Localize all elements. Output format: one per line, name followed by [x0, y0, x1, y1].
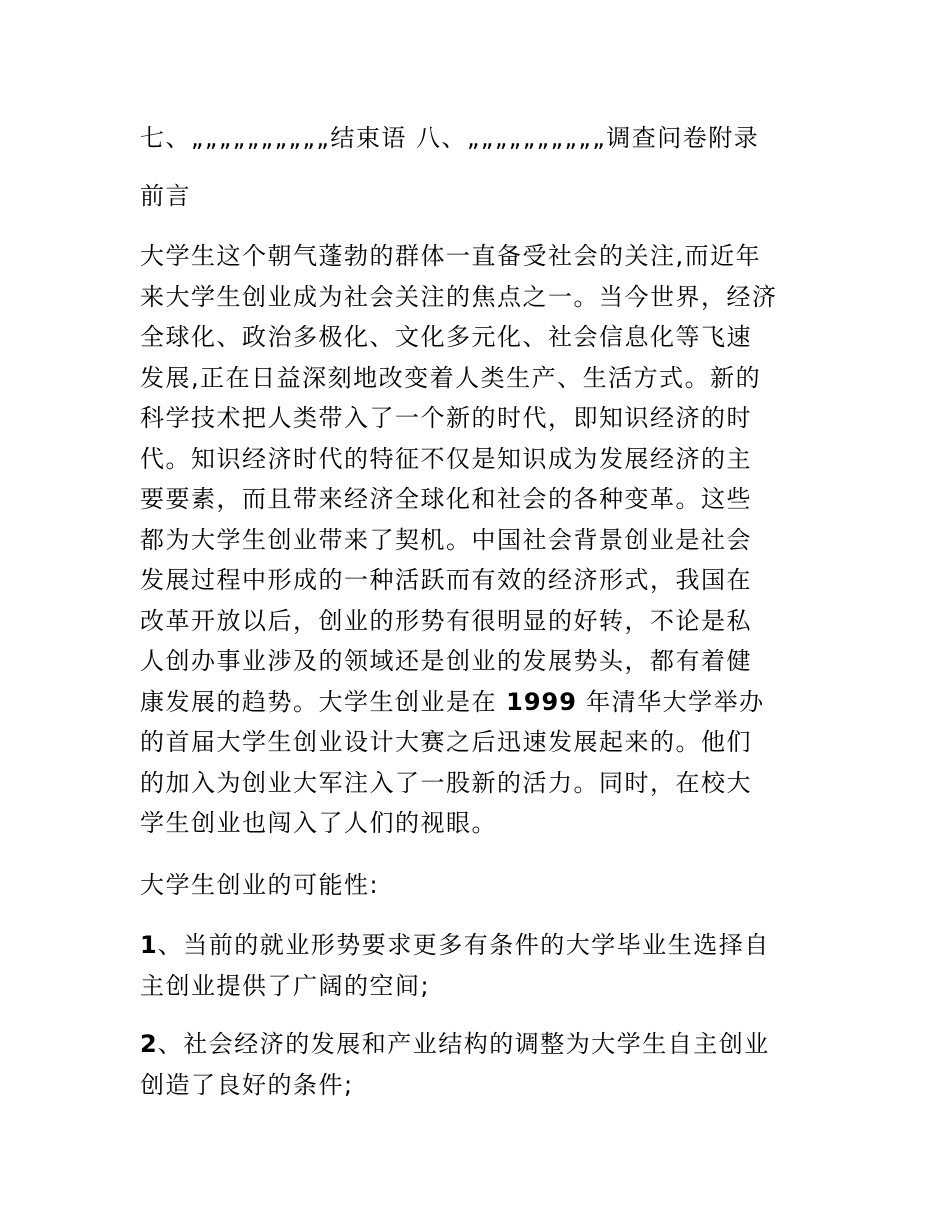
intro-line: 全球化、政治多极化、文化多元化、社会信息化等飞速 — [140, 323, 752, 351]
intro-line: 都为大学生创业带来了契机。中国社会背景创业是社会 — [140, 525, 752, 554]
preface-title: 前言 — [140, 182, 191, 210]
intro-line-with-year — [140, 682, 812, 723]
intro-line: 科学技术把人类带入了一个新的时代，即知识经济的时 — [140, 404, 752, 432]
intro-line: 的首届大学生创业设计大赛之后迅速发展起来的。他们 — [140, 728, 752, 756]
intro-line: 大学生这个朝气蓬勃的群体一直备受社会的关注,而近年 — [140, 242, 762, 270]
toc-text: 七、„„„„„„„„„„结束语 八、„„„„„„„„„„调查问卷附录 — [140, 124, 760, 152]
intro-line: 发展过程中形成的一种活跃而有效的经济形式，我国在 — [140, 566, 752, 594]
toc-line — [140, 118, 812, 159]
list-item — [140, 1024, 812, 1105]
list-item-text: 创造了良好的条件; — [140, 1070, 354, 1099]
intro-line: 要要素，而且带来经济全球化和社会的各种变革。这些 — [140, 485, 752, 513]
possibility-heading — [140, 865, 812, 906]
list-item-line — [140, 925, 812, 966]
intro-line: 的加入为创业大军注入了一股新的活力。同时，在校大 — [140, 768, 752, 797]
list-item-line — [140, 1024, 812, 1065]
intro-paragraph — [140, 236, 812, 844]
list-item-number: 1 — [140, 931, 158, 959]
intro-line-pre: 康发展的趋势。大学生创业是在 — [140, 687, 507, 716]
intro-line: 人创办事业涉及的领域还是创业的发展势头，都有着健 — [140, 647, 752, 675]
year-value: 1999 — [506, 687, 577, 716]
preface-heading — [140, 176, 812, 217]
list-item — [140, 925, 812, 1006]
intro-line: 代。知识经济时代的特征不仅是知识成为发展经济的主 — [140, 444, 752, 473]
list-item-number: 2 — [140, 1030, 158, 1058]
list-item-text: 、当前的就业形势要求更多有条件的大学毕业生选择自 — [157, 931, 770, 959]
intro-line: 来大学生创业成为社会关注的焦点之一。当今世界，经济 — [140, 282, 778, 311]
intro-line-post: 年清华大学举办 — [576, 687, 765, 716]
possibility-title: 大学生创业的可能性: — [140, 871, 380, 899]
intro-line: 改革开放以后，创业的形势有很明显的好转，不论是私 — [140, 606, 752, 635]
intro-line: 发展,正在日益深刻地改变着人类生产、生活方式。新的 — [140, 363, 762, 392]
list-item-text: 主创业提供了广阔的空间; — [140, 971, 431, 1000]
list-item-text: 、社会经济的发展和产业结构的调整为大学生自主创业 — [157, 1030, 770, 1058]
intro-line: 学生创业也闯入了人们的视眼。 — [140, 809, 497, 837]
